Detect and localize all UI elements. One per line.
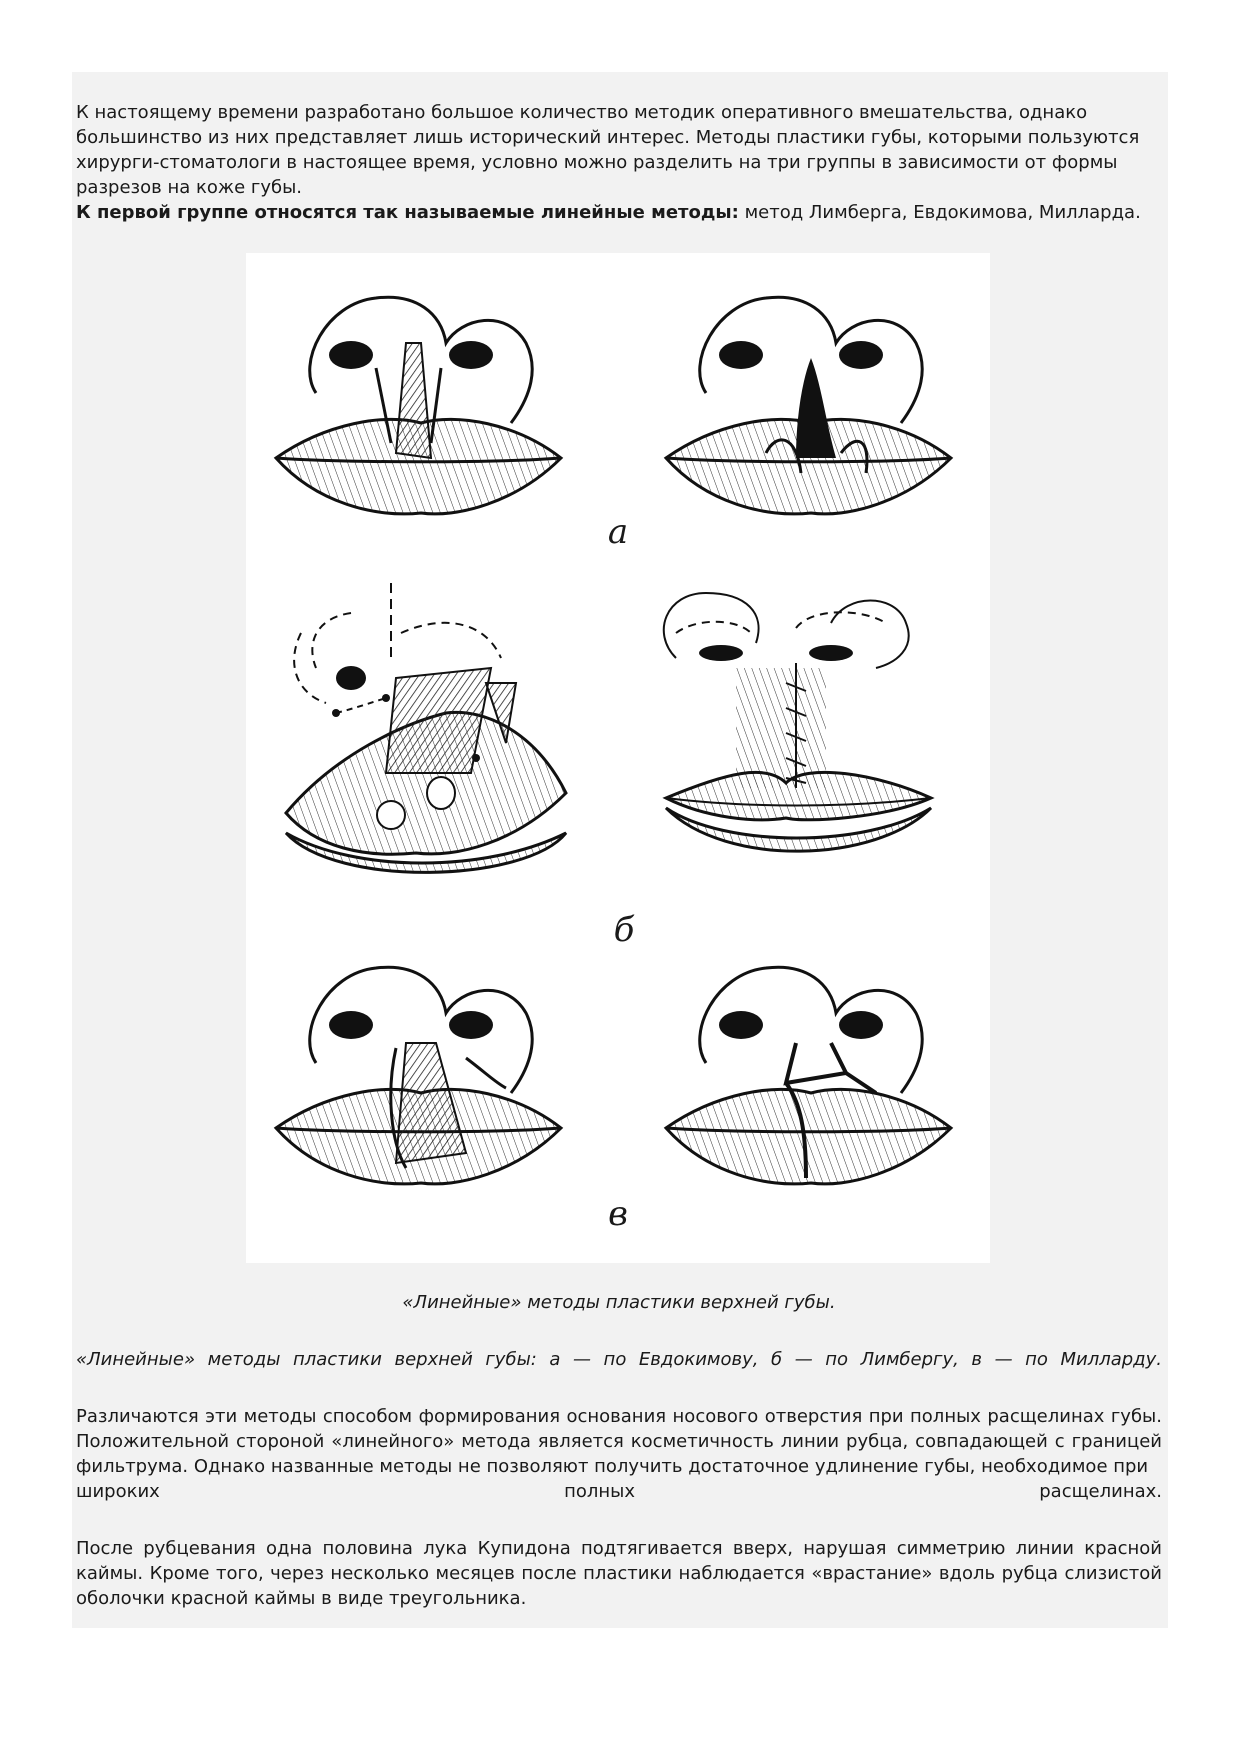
figure-b-right [664,593,931,851]
figure-c-right [666,967,951,1184]
figure-drawing [246,253,990,1263]
figure-row-c [276,967,951,1234]
figure-label-b: б [613,910,635,950]
group-heading: К первой группе относятся так называемые линейные методы: [76,202,739,223]
figure-a-left [276,297,561,514]
figure-label-c: в [608,1194,628,1234]
figure-a-right [666,297,951,514]
figure-row-b [286,583,931,950]
lip-surgery-figure [246,253,990,1263]
figure-row-a [276,297,951,552]
difference-tail: широких полных расщелинах. [76,1481,1162,1502]
group-paragraph [76,200,1162,225]
figure-c-left [276,967,561,1184]
figure-label-a: а [607,512,629,552]
intro-paragraph: К настоящему времени разработано большое количество методик оперативного вмешательства, однако большинство из них представляет лишь исторический интерес. Методы пластики губы, которыми пользуются хирурги-стоматологи в настоящее время, условно можно разделить на три группы в зависимости от формы разрезов на коже губы. [76,102,1140,198]
difference-main: Различаются эти методы способом формирования основания носового отверстия при полных расщелинах губы. Положительной стороной «линейного» метода является косметичность линии рубца, совпадающей с границей фильтрума. Однако названные методы не позволяют получить достаточное удлинение губы, необходимое при [76,1406,1162,1477]
after-scarring-paragraph: После рубцевания одна половина лука Купидона подтягивается вверх, нарушая симметрию линии красной каймы. Кроме того, через несколько месяцев после пластики наблюдается «врастание» вдоль рубца слизистой оболочки красной каймы в виде треугольника. [76,1538,1162,1609]
methods-list-paragraph: «Линейные» методы пластики верхней губы: а — по Евдокимову, б — по Лимбергу, в — по Милларду. [76,1349,1162,1370]
figure-caption: «Линейные» методы пластики верхней губы. [402,1292,836,1313]
difference-paragraph [76,1404,1162,1504]
group-methods: метод Лимберга, Евдокимова, Милларда. [738,202,1141,223]
figure-b-left [286,583,566,872]
